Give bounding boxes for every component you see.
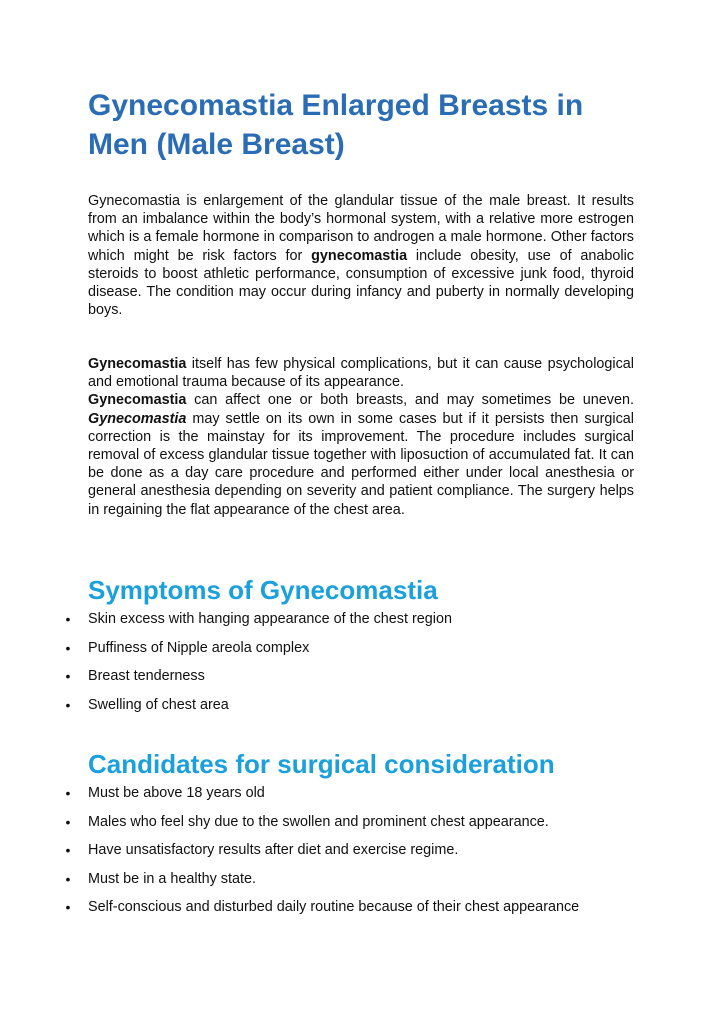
complications-paragraph (88, 355, 634, 519)
list-item (63, 813, 663, 842)
intro-text: Gynecomastia is enlargement of the glandular tissue of the male breast. It results from an imbalance within the body’s hormonal system, with a relative more estrogen which is a female hormone in comparison to androgen a male hormone. Other factors which might be risk factors for (88, 193, 634, 264)
list-item (63, 898, 663, 927)
list-item-text: Skin excess with hanging appearance of the chest region (88, 611, 452, 627)
bullet-icon: • (65, 668, 71, 684)
intro-text-end: include obesity, use of anabolic steroids to boost athletic performance, consumption of excessive junk food, thyroid disease. The condition may occur during infancy and puberty in normally developing boys. (88, 247, 634, 319)
term-bold-italic: Gynecomastia (88, 410, 187, 427)
bullet-icon: • (65, 785, 71, 801)
bullet-icon: • (65, 696, 71, 713)
list-item-text: Have unsatisfactory results after diet and exercise regime. (88, 842, 459, 858)
term-bold-1: Gynecomastia (88, 356, 187, 372)
symptoms-heading: Symptoms of Gynecomastia (88, 575, 438, 605)
bullet-icon: • (65, 842, 71, 858)
bullet-icon: • (65, 899, 71, 915)
list-item (63, 870, 663, 899)
list-item-text: Breast tenderness (88, 668, 205, 684)
list-item-text: Self-conscious and disturbed daily routine because of their chest appearance (88, 899, 580, 915)
list-item (63, 667, 663, 696)
bullet-icon: • (65, 611, 71, 627)
candidates-heading: Candidates for surgical consideration (88, 749, 555, 779)
bullet-icon: • (65, 870, 71, 887)
bullet-icon: • (65, 639, 71, 656)
list-item (63, 610, 663, 639)
list-item-text: Swelling of chest area (88, 696, 229, 713)
para2-text-3: may settle on its own in some cases but if it persists then surgical correction is the mainstay for its improvement. The procedure includes surgical removal of excess glandular tissue together with liposuction of accumulated fat. It can be done as a day care procedure and performed either under local anesthesia or general anesthesia depending on severity and patient compliance. The surgery helps in regaining the flat appearance of the chest area. (88, 410, 634, 518)
symptoms-list (63, 610, 663, 724)
list-item-text: Males who feel shy due to the swollen and prominent chest appearance. (88, 813, 549, 830)
list-item (63, 841, 663, 870)
para2-text-1: itself has few physical complications, but it can cause psychological and emotional trauma because of its appearance. (88, 356, 634, 391)
candidates-list (63, 784, 663, 927)
intro-paragraph (88, 192, 634, 319)
list-item (63, 696, 663, 725)
intro-bold-term: gynecomastia (311, 247, 408, 264)
list-item-text: Must be in a healthy state. (88, 870, 256, 887)
list-item (63, 784, 663, 813)
page-title: Gynecomastia Enlarged Breasts in Men (Male Breast) (88, 89, 584, 161)
list-item-text: Must be above 18 years old (88, 785, 265, 801)
list-item-text: Puffiness of Nipple areola complex (88, 639, 310, 656)
bullet-icon: • (65, 813, 71, 830)
para2-text-2: can affect one or both breasts, and may sometimes be uneven. (186, 392, 634, 409)
term-bold-2: Gynecomastia (88, 392, 187, 409)
list-item (63, 639, 663, 668)
